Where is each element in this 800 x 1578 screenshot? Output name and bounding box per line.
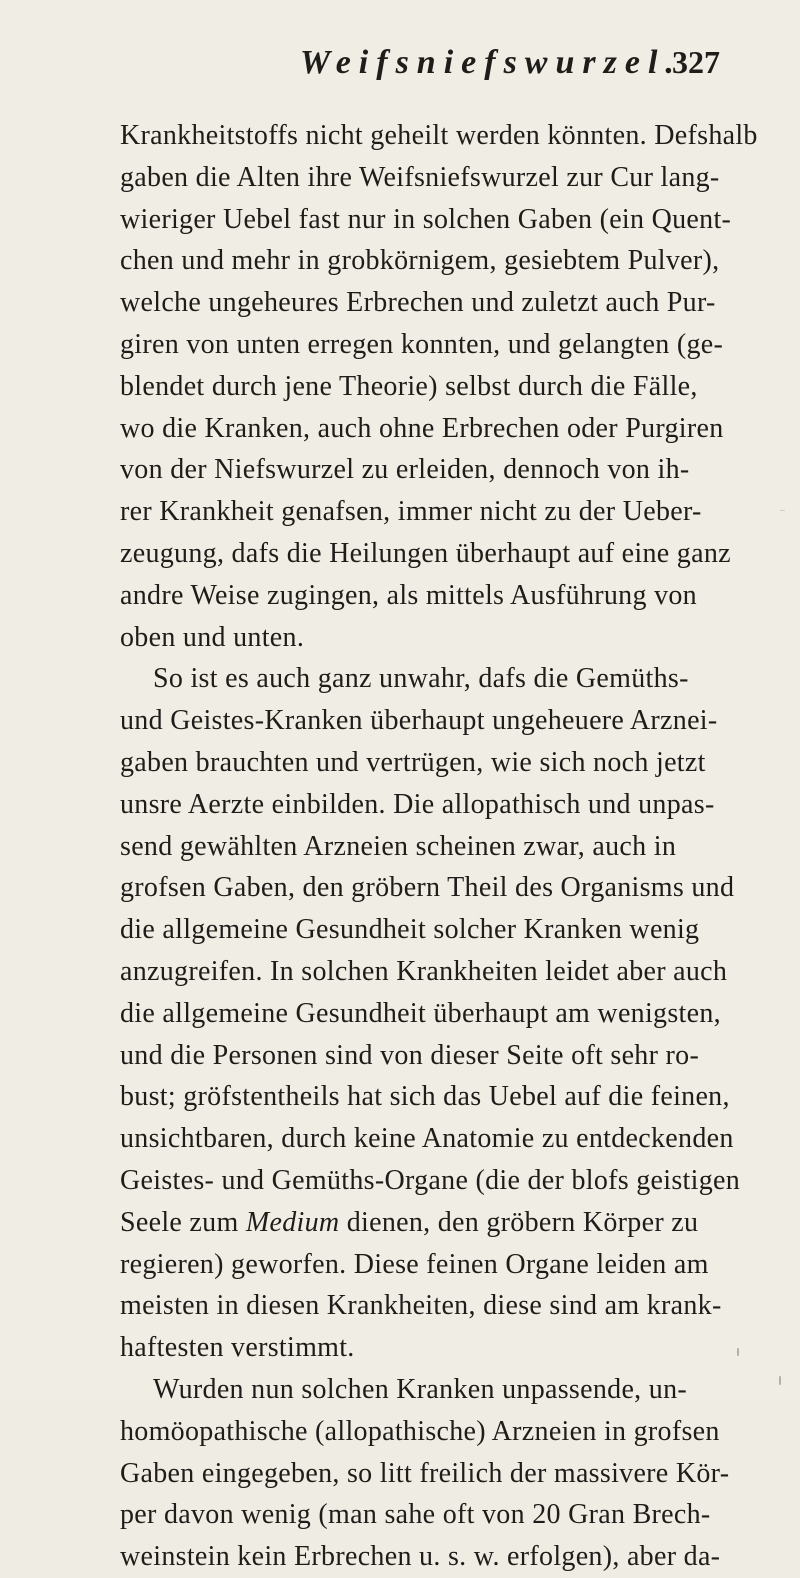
text-line: welche ungeheures Erbrechen und zuletzt auch Pur- xyxy=(120,287,716,319)
text-line: zeugung, dafs die Heilungen überhaupt auf eine ganz xyxy=(120,537,731,569)
page-number: 327 xyxy=(672,44,720,80)
text-line: So ist es auch ganz unwahr, dafs die Gemüths- xyxy=(153,663,689,695)
text-line: andre Weise zugingen, als mittels Ausführung von xyxy=(120,579,697,611)
text-line: gaben die Alten ihre Weifsniefswurzel zur Cur lang- xyxy=(120,161,720,193)
page-speck xyxy=(780,510,785,511)
text-line: Gaben eingegeben, so litt freilich der massivere Kör- xyxy=(120,1457,730,1489)
text-line: unsre Aerzte einbilden. Die allopathisch und unpas- xyxy=(120,788,715,820)
text-line: oben und unten. xyxy=(120,621,305,653)
italic-word: Medium xyxy=(245,1206,340,1238)
text-line: meisten in diesen Krankheiten, diese sind am krank- xyxy=(120,1290,722,1322)
text-line-part: dienen, den gröbern Körper zu xyxy=(339,1206,699,1238)
text-line: von der Niefswurzel zu erleiden, dennoch von ih- xyxy=(120,454,690,486)
text-line: per davon wenig (man sahe oft von 20 Gran Brech- xyxy=(120,1499,711,1531)
page-speck xyxy=(779,1376,781,1385)
text-line: regieren) geworfen. Diese feinen Organe leiden am xyxy=(120,1248,709,1280)
text-line: bust; gröfstentheils hat sich das Uebel auf die feinen, xyxy=(120,1081,730,1113)
page-speck xyxy=(611,306,618,307)
text-line: giren von unten erregen konnten, und gelangten (ge- xyxy=(120,328,724,360)
text-line: Krankheitstoffs nicht geheilt werden könnten. Defshalb xyxy=(120,120,758,151)
text-line: die allgemeine Gesundheit solcher Kranken wenig xyxy=(120,914,700,946)
text-line: rer Krankheit genafsen, immer nicht zu der Ueber- xyxy=(120,496,702,528)
text-line: homöopathische (allopathische) Arzneien in grofsen xyxy=(120,1415,720,1447)
text-line: und Geistes-Kranken überhaupt ungeheuere Arznei- xyxy=(120,705,718,737)
text-line: grofsen Gaben, den gröbern Theil des Organisms und xyxy=(120,872,735,904)
text-line: die allgemeine Gesundheit überhaupt am wenigsten, xyxy=(120,997,721,1029)
paragraph-1 xyxy=(120,115,758,658)
text-line: Wurden nun solchen Kranken unpassende, un- xyxy=(153,1373,687,1405)
text-line: wo die Kranken, auch ohne Erbrechen oder Purgiren xyxy=(120,412,724,444)
text-line: gaben brauchten und vertrügen, wie sich noch jetzt xyxy=(120,746,706,778)
text-line: send gewählten Arzneien scheinen zwar, auch in xyxy=(120,830,677,862)
text-line: Geistes- und Gemüths-Organe (die der blofs geistigen xyxy=(120,1164,741,1196)
text-line: weinstein kein Erbrechen u. s. w. erfolgen), aber da- xyxy=(120,1541,721,1573)
text-line: unsichtbaren, durch keine Anatomie zu entdeckenden xyxy=(120,1123,734,1155)
page-speck xyxy=(737,1348,739,1356)
text-line-with-italic xyxy=(120,1202,730,1244)
text-line: und die Personen sind von dieser Seite oft sehr ro- xyxy=(120,1039,700,1071)
paragraph-2 xyxy=(120,658,741,1369)
running-title: Weifsniefswurzel. xyxy=(300,44,682,81)
page-header xyxy=(0,40,800,100)
text-line-part: Seele zum xyxy=(120,1206,246,1238)
text-line: wieriger Uebel fast nur in solchen Gaben (ein Quent- xyxy=(120,203,732,235)
text-line: chen und mehr in grobkörnigem, gesiebtem Pulver), xyxy=(120,245,720,277)
text-line: blendet durch jene Theorie) selbst durch die Fälle, xyxy=(120,370,698,402)
text-line: haftesten verstimmt. xyxy=(120,1332,355,1364)
text-line: anzugreifen. In solchen Krankheiten leidet aber auch xyxy=(120,955,728,987)
paragraph-3 xyxy=(120,1369,730,1578)
body-text xyxy=(120,115,758,1578)
